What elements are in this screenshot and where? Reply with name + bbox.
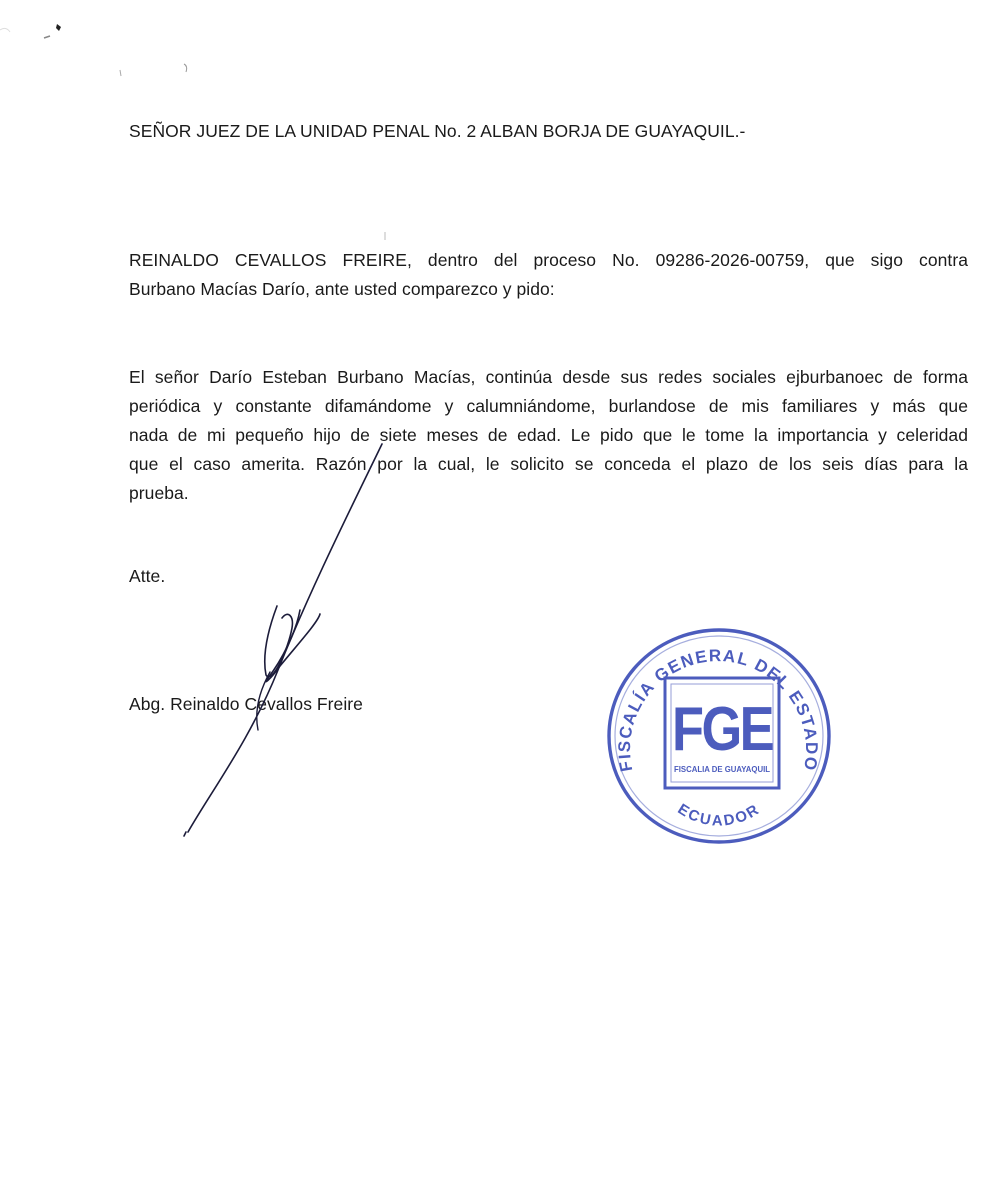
svg-text:ECUADOR [675, 801, 764, 830]
request-paragraph [129, 363, 968, 508]
request-line-3: nada de mi pequeño hijo de siete meses de edad. Le pido que le tome la importancia y celeridad [129, 425, 968, 445]
request-line-1: El señor Darío Esteban Burbano Macías, continúa desde sus redes sociales ejburbanoec de forma [129, 367, 968, 387]
official-stamp [603, 622, 835, 850]
request-line-5: prueba. [129, 483, 189, 503]
intro-line-2: Burbano Macías Darío, ante usted comparezco y pido: [129, 279, 555, 299]
intro-paragraph [129, 246, 968, 304]
request-line-2: periódica y constante difamándome y calumniándome, burlandose de mis familiares y más que [129, 396, 968, 416]
closing-text: Atte. [129, 566, 166, 586]
stamp-arc-top: FISCALÍA GENERAL DEL ESTADO [614, 646, 822, 774]
stamp-arc-bottom: ECUADOR [674, 800, 764, 830]
request-line-4: que el caso amerita. Razón por la cual, le solicito se conceda el plazo de los seis días para la [129, 454, 968, 474]
addressee-line: SEÑOR JUEZ DE LA UNIDAD PENAL No. 2 ALBAN BORJA DE GUAYAQUIL.- [129, 121, 746, 141]
intro-line-1: REINALDO CEVALLOS FREIRE, dentro del proceso No. 09286-2026-00759, que sigo contra [129, 250, 968, 270]
stamp-logo: FGE [672, 695, 773, 764]
signer-name: Abg. Reinaldo Cevallos Freire [129, 694, 363, 714]
stamp-logo-caption: FISCALIA DE GUAYAQUIL [674, 764, 770, 774]
